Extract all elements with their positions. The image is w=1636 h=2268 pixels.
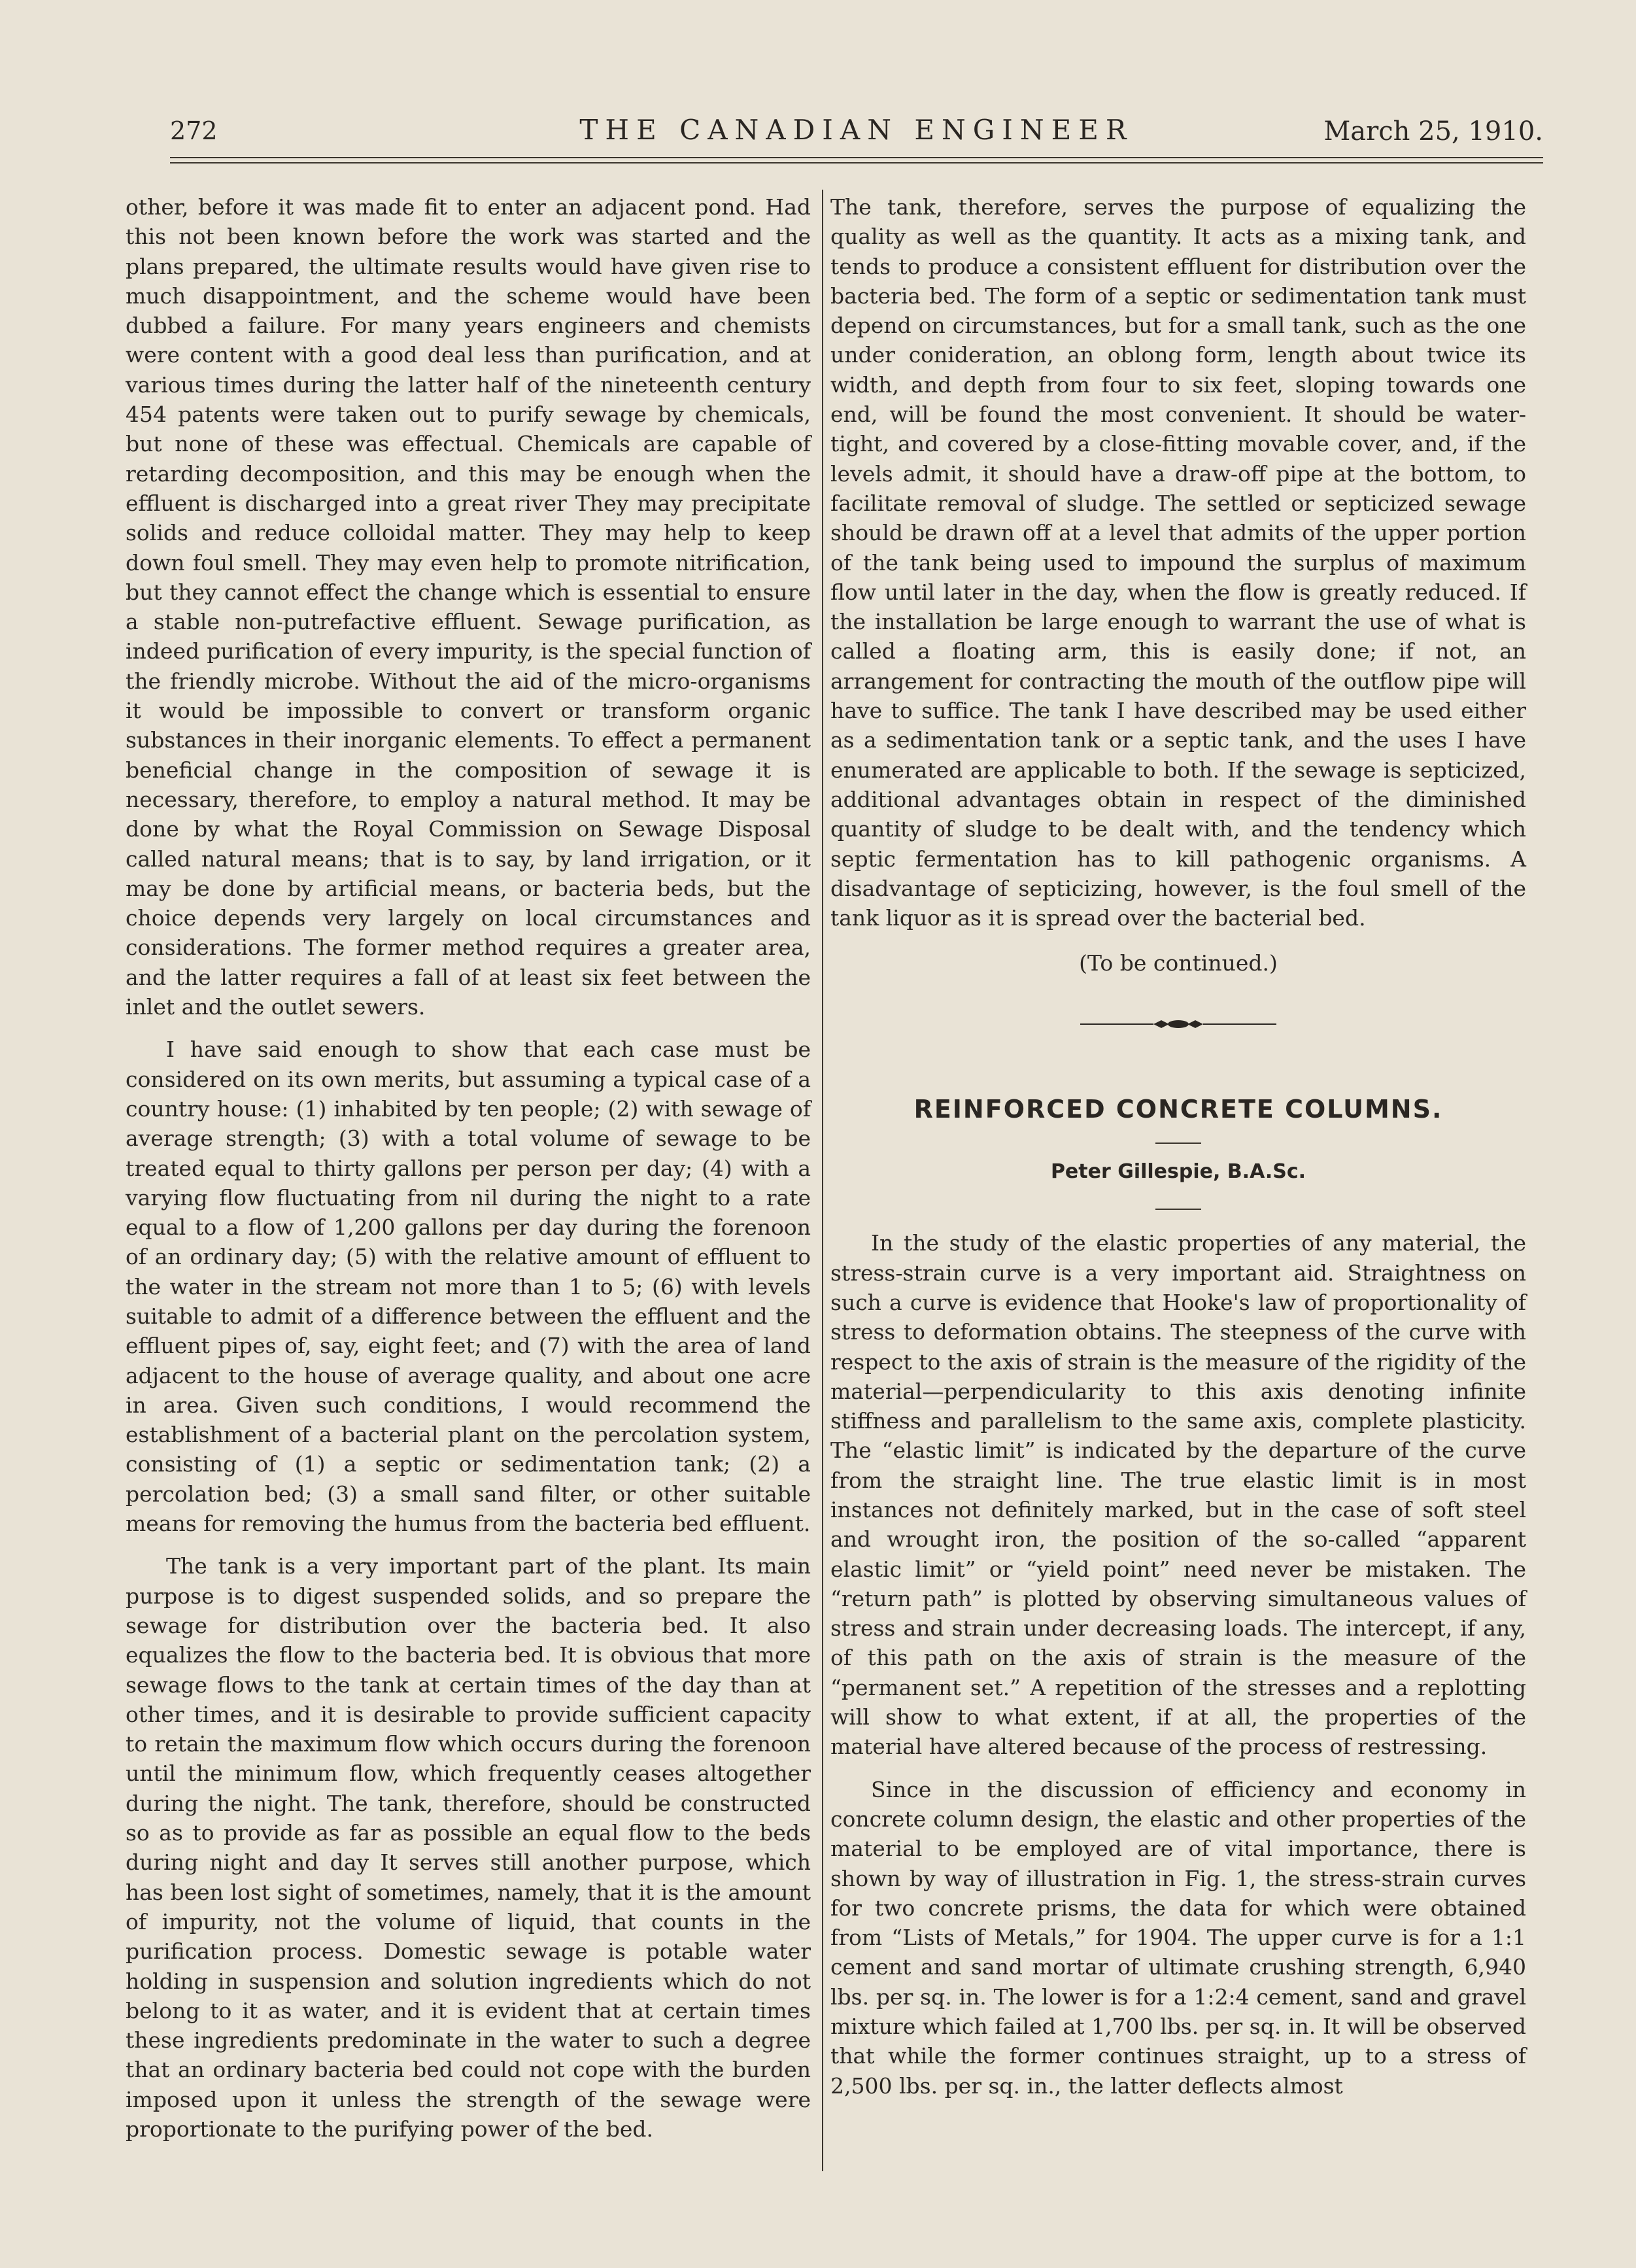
right-paragraph-2: In the study of the elastic properties of any material, the stress-strain curve is a very important aid. Straightness on such a curve is evidence that Hooke's law of proportionality of stress to deformation obtains. The steepness of the curve with respect to the axis of strain is the measure of the rigidity of the material—perpendicularity to this axis denoting infinite stiffness and parallelism to the same axis, complete plasticity. The “elastic limit” is indicated by the departure of the curve from the straight line. The true elastic limit is in most instances not definitely marked, but in the case of soft steel and wrought iron, the position of the so-called “apparent elastic limit” or “yield point” need never be mistaken. The “return path” is plotted by observing simultaneous values of stress and strain under decreasing loads. The intercept, if any, of this path on the axis of strain is the measure of the “permanent set.” A repetition of the stresses and a replotting will show to what extent, if at all, the properties of the material have altered because of the process of restressing. [830, 1230, 1526, 1760]
right-paragraph-3: Since in the discussion of efficiency and economy in concrete column design, the elastic and other properties of the material to be employed are of vital importance, there is shown by way of illustration in Fig. 1, the stress-strain curves for two concrete prisms, the data for which were obtained from “Lists of Metals,” for 1904. The upper curve is for a 1:1 cement and sand mortar of ultimate crushing strength, 6,940 lbs. per sq. in. The lower is for a 1:2:4 cement, sand and gravel mixture which failed at 1,700 lbs. per sq. in. It will be observed that while the former continues straight, up to a stress of 2,500 lbs. per sq. in., the latter deflects almost [830, 1776, 1526, 2099]
journal-title: THE CANADIAN ENGINEER [579, 114, 1134, 146]
byline-rule [1155, 1209, 1201, 1210]
right-column [830, 192, 1526, 2101]
section-ornament [830, 1018, 1526, 1037]
left-paragraph-1: other, before it was made fit to enter an adjacent pond. Had this not been known before the work was started and the plans prepared, the ultimate results would have given rise to much disappointment, and the scheme would have been dubbed a failure. For many years engineers and chemists were content with a good deal less than purification, and at various times during the latter half of the nineteenth century 454 patents were taken out to purify sewage by chemicals, but none of these was effectual. Chemicals are capable of retarding decomposition, and this may be enough when the effluent is discharged into a great river They may precipitate solids and reduce colloidal matter. They may help to keep down foul smell. They may even help to promote nitrification, but they cannot effect the change which is essential to ensure a stable non-putrefactive effluent. Sewage purification, as indeed purification of every impurity, is the special function of the friendly microbe. Without the aid of the micro-organisms it would be impossible to convert or transform organic substances in their inorganic elements. To effect a permanent beneficial change in the composition of sewage it is necessary, therefore, to employ a natural method. It may be done by what the Royal Commission on Sewage Disposal called natural means; that is to say, by land irrigation, or it may be done by artificial means, or bacteria beds, but the choice depends very largely on local circumstances and considerations. The former method requires a greater area, and the latter requires a fall of at least six feet between the inlet and the outlet sewers. [126, 194, 811, 1020]
left-paragraph-3: The tank is a very important part of the plant. Its main purpose is to digest suspended solids, and so prepare the sewage for distribution over the bacteria bed. It also equalizes the flow to the bacteria bed. It is obvious that more sewage flows to the tank at certain times of the day than at other times, and it is desirable to provide sufficient capacity to retain the maximum flow which occurs during the forenoon until the minimum flow, which frequently ceases altogether during the night. The tank, therefore, should be constructed so as to provide as far as possible an equal flow to the beds during night and day It serves still another purpose, which has been lost sight of sometimes, namely, that it is the amount of impurity, not the volume of liquid, that counts in the purification process. Domestic sewage is potable water holding in suspension and solution ingredients which do not belong to it as water, and it is evident that at certain times these ingredients predominate in the water to such a degree that an ordinary bacteria bed could not cope with the burden imposed upon it unless the strength of the sewage were proportionate to the purifying power of the bed. [126, 1553, 811, 2142]
article-title: REINFORCED CONCRETE COLUMNS. [913, 1094, 1443, 1124]
header-rule-bottom [170, 162, 1543, 163]
running-header [170, 110, 1543, 156]
title-rule [1155, 1143, 1201, 1144]
header-rule-top [170, 157, 1543, 158]
column-divider [822, 190, 823, 2171]
issue-date: March 25, 1910. [1323, 116, 1543, 146]
left-column [126, 192, 811, 2144]
to-be-continued: (To be continued.) [1079, 950, 1278, 976]
author-byline: Peter Gillespie, B.A.Sc. [1050, 1160, 1306, 1184]
right-paragraph-1: The tank, therefore, serves the purpose of equalizing the quality as well as the quantity. It acts as a mixing tank, and tends to produce a consistent effluent for distribution over the bacteria bed. The form of a septic or sedimentation tank must depend on circumstances, but for a small tank, such as the one under conideration, an oblong form, length about twice its width, and depth from four to six feet, sloping towards one end, will be found the most convenient. It should be water-tight, and covered by a close-fitting movable cover, and, if the levels admit, it should have a draw-off pipe at the bottom, to facilitate removal of sludge. The settled or septicized sewage should be drawn off at a level that admits of the upper portion of the tank being used to impound the surplus of maximum flow until later in the day, when the flow is greatly reduced. If the installation be large enough to warrant the use of what is called a floating arm, this is easily done; if not, an arrangement for contracting the mouth of the outflow pipe will have to suffice. The tank I have described may be used either as a sedimentation tank or a septic tank, and the uses I have enumerated are applicable to both. If the sewage is septicized, additional advantages obtain in respect of the diminished quantity of sludge to be dealt with, and the tendency which septic fermentation has to kill pathogenic organisms. A disadvantage of septicizing, however, is the foul smell of the tank liquor as it is spread over the bacterial bed. [830, 194, 1526, 931]
page-number: 272 [170, 116, 218, 145]
left-paragraph-2: I have said enough to show that each case must be considered on its own merits, but assuming a typical case of a country house: (1) inhabited by ten people; (2) with sewage of average strength; (3) with a total volume of sewage to be treated equal to thirty gallons per person per day; (4) with a varying flow fluctuating from nil during the night to a rate equal to a flow of 1,200 gallons per day during the forenoon of an ordinary day; (5) with the relative amount of effluent to the water in the stream not more than 1 to 5; (6) with levels suitable to admit of a difference between the effluent and the effluent pipes of, say, eight feet; and (7) with the area of land adjacent to the house of average quality, and about one acre in area. Given such conditions, I would recommend the establishment of a bacterial plant on the percolation system, consisting of (1) a septic or sedimentation tank; (2) a percolation bed; (3) a small sand filter, or other suitable means for removing the humus from the bacteria bed effluent. [126, 1037, 811, 1537]
